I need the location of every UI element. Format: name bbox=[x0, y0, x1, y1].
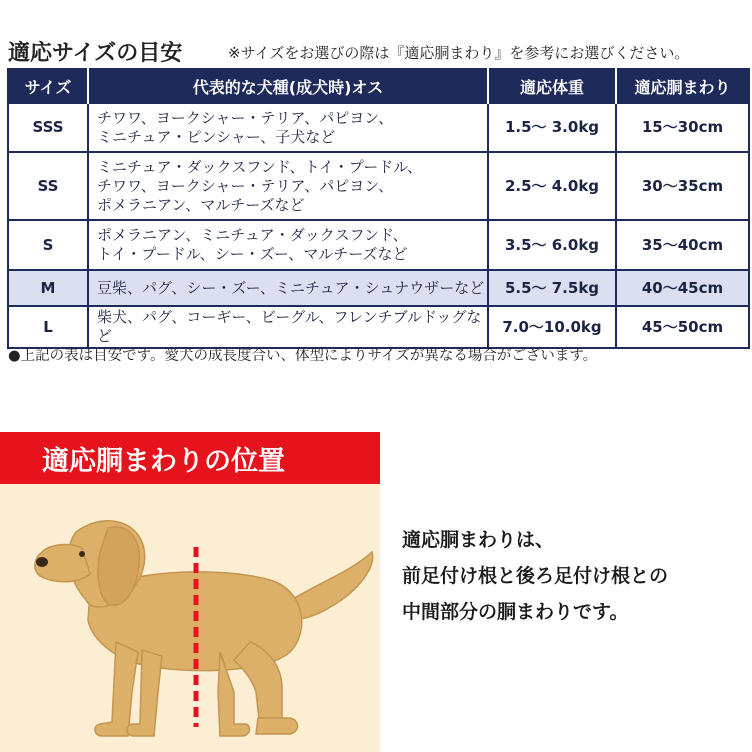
breed-line: チワワ、ヨークシャー・テリア、パピヨン、 bbox=[97, 176, 394, 195]
column-header-weight: 適応体重 bbox=[488, 69, 616, 103]
footnote: ●上記の表は目安です。愛犬の成長度合い、体型によりサイズが異なる場合がございます。 bbox=[8, 348, 598, 364]
breed-cell bbox=[88, 270, 488, 306]
breed-line: ポメラニアン、マルチーズなど bbox=[97, 195, 305, 214]
description-line: 前足付け根と後ろ足付け根との bbox=[402, 565, 669, 587]
table-row bbox=[8, 103, 749, 152]
breed-line: トイ・プードル、シー・ズー、マルチーズなど bbox=[97, 245, 408, 263]
column-header-girth: 適応胴まわり bbox=[616, 69, 749, 103]
girth-cell: 15～30cm bbox=[616, 103, 749, 152]
size-cell: SS bbox=[8, 152, 88, 220]
breed-cell bbox=[88, 103, 488, 152]
page-title: 適応サイズの目安 bbox=[8, 41, 183, 66]
size-cell: SSS bbox=[8, 103, 88, 152]
weight-cell: 2.5～ 4.0kg bbox=[488, 152, 616, 220]
dog-illustration-icon bbox=[20, 492, 380, 742]
description-line: 適応胴まわりは、 bbox=[402, 529, 555, 551]
girth-position-panel bbox=[0, 432, 380, 752]
size-cell: M bbox=[8, 270, 88, 306]
table-header-row bbox=[8, 69, 749, 103]
weight-cell: 5.5～ 7.5kg bbox=[488, 270, 616, 306]
column-header-breeds: 代表的な犬種(成犬時)オス bbox=[88, 69, 488, 103]
column-header-size: サイズ bbox=[8, 69, 88, 103]
girth-description bbox=[402, 522, 668, 630]
size-cell: S bbox=[8, 220, 88, 270]
description-line: 中間部分の胴まわりです。 bbox=[402, 601, 629, 623]
table-row bbox=[8, 220, 749, 270]
weight-cell: 3.5～ 6.0kg bbox=[488, 220, 616, 270]
size-cell: L bbox=[8, 306, 88, 348]
weight-cell: 1.5～ 3.0kg bbox=[488, 103, 616, 152]
title-row bbox=[8, 36, 748, 66]
panel-heading: 適応胴まわりの位置 bbox=[0, 432, 380, 484]
breed-line: ミニチュア・ピンシャー、子犬など bbox=[97, 127, 336, 146]
breed-line: 豆柴、パグ、シー・ズー、ミニチュア・シュナウザーなど bbox=[97, 278, 485, 297]
breed-line: チワワ、ヨークシャー・テリア、パピヨン、 bbox=[97, 108, 394, 127]
table-row bbox=[8, 152, 749, 220]
girth-cell: 35～40cm bbox=[616, 220, 749, 270]
girth-cell: 30～35cm bbox=[616, 152, 749, 220]
breed-line: 柴犬、パグ、コーギー、ビーグル、フレンチブルドッグなど bbox=[97, 308, 482, 345]
breed-line: ミニチュア・ダックスフンド、トイ・プードル、 bbox=[97, 157, 423, 176]
girth-cell: 40～45cm bbox=[616, 270, 749, 306]
breed-cell bbox=[88, 152, 488, 220]
breed-cell bbox=[88, 306, 488, 348]
breed-cell bbox=[88, 220, 488, 270]
table-row-highlighted bbox=[8, 270, 749, 306]
breed-line: ポメラニアン、ミニチュア・ダックスフンド、 bbox=[97, 226, 408, 244]
selection-note: ※サイズをお選びの際は『適応胴まわり』を参考にお選びください。 bbox=[228, 44, 690, 62]
girth-cell: 45～50cm bbox=[616, 306, 749, 348]
weight-cell: 7.0～10.0kg bbox=[488, 306, 616, 348]
table-row bbox=[8, 306, 749, 348]
size-table bbox=[7, 68, 750, 349]
